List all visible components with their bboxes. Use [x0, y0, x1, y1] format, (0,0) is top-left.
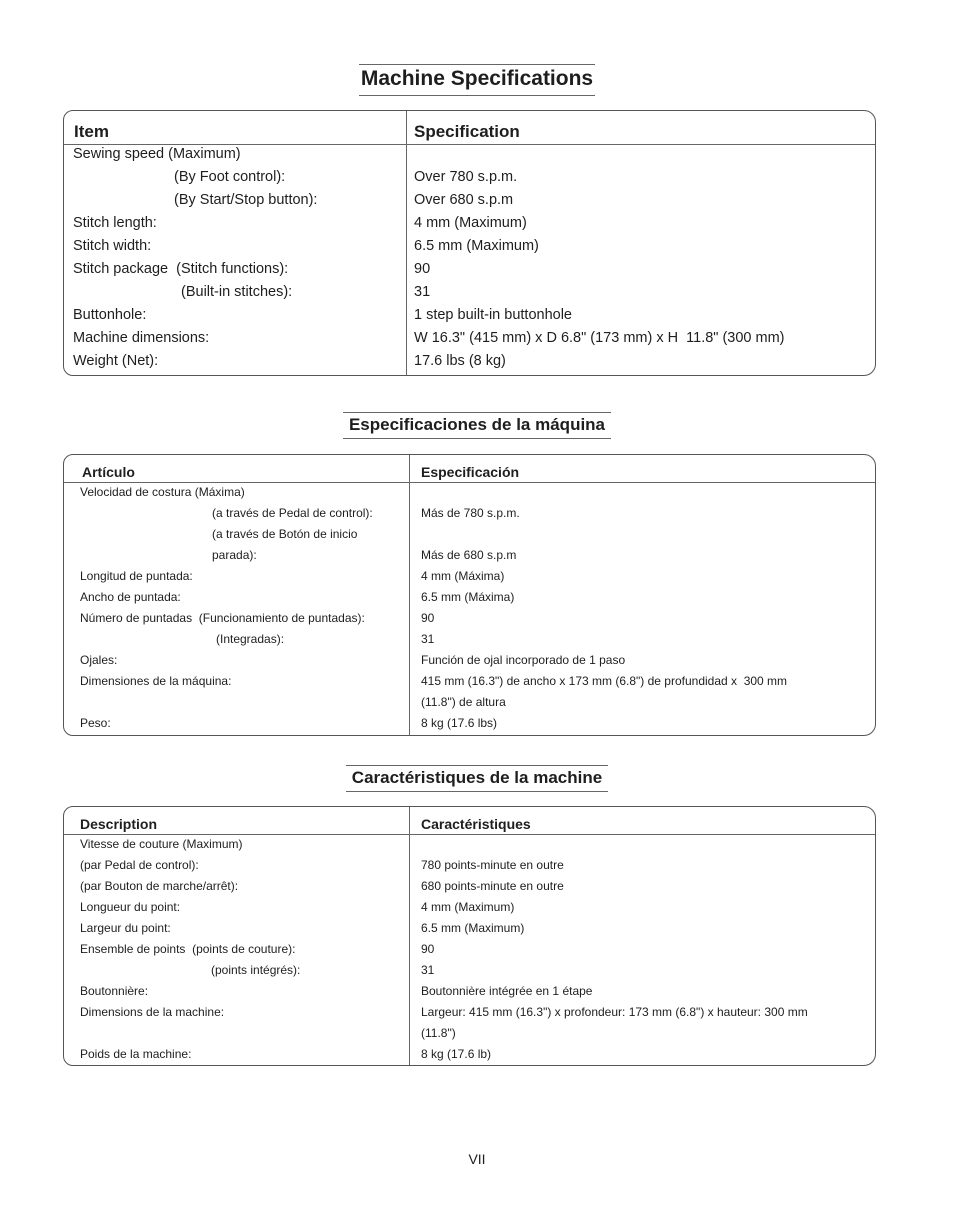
- row-item: (points intégrés):: [211, 963, 301, 977]
- table-row: [64, 855, 875, 876]
- row-spec: Largeur: 415 mm (16.3") x profondeur: 173 mm (6.8") x hauteur: 300 mm: [421, 1005, 808, 1019]
- header-spec: Especificación: [421, 464, 520, 480]
- row-spec: (11.8") de altura: [421, 695, 506, 709]
- row-item: Stitch package (Stitch functions):: [73, 261, 289, 277]
- table-row: [64, 1002, 875, 1023]
- section-title-es: [0, 412, 954, 439]
- row-item: (par Bouton de marche/arrêt):: [80, 879, 239, 893]
- row-item: (By Start/Stop button):: [174, 192, 318, 208]
- table-row: [64, 327, 875, 350]
- row-spec: 90: [414, 261, 431, 277]
- row-item: Peso:: [80, 716, 111, 730]
- table-row: [64, 166, 875, 189]
- row-spec: 4 mm (Maximum): [421, 900, 515, 914]
- table-row: [64, 212, 875, 235]
- row-item: Sewing speed (Maximum): [73, 146, 241, 162]
- title-text: Caractéristiques de la machine: [346, 765, 608, 792]
- table-row: [64, 897, 875, 918]
- row-item: Ancho de puntada:: [80, 590, 181, 604]
- table-header: [64, 111, 875, 145]
- row-item: Largeur du point:: [80, 921, 171, 935]
- row-spec: 415 mm (16.3") de ancho x 173 mm (6.8") de profundidad x 300 mm: [421, 674, 788, 688]
- table-row: [64, 258, 875, 281]
- table-row: [64, 143, 875, 166]
- row-item: Ojales:: [80, 653, 118, 667]
- row-item: Ensemble de points (points de couture):: [80, 942, 296, 956]
- table-row: [64, 1044, 875, 1065]
- header-spec: Specification: [414, 122, 520, 141]
- table-row: [64, 713, 875, 734]
- table-header: [64, 807, 875, 835]
- specs-table-es: [63, 454, 876, 736]
- table-row: [64, 304, 875, 327]
- row-spec: 8 kg (17.6 lbs): [421, 716, 498, 730]
- row-item: Boutonnière:: [80, 984, 149, 998]
- row-item: Dimensions de la machine:: [80, 1005, 225, 1019]
- row-item: Weight (Net):: [73, 353, 159, 369]
- row-spec: 680 points-minute en outre: [421, 879, 564, 893]
- table-row: [64, 566, 875, 587]
- row-item: Stitch length:: [73, 215, 157, 231]
- table-header: [64, 455, 875, 483]
- table-row: [64, 1023, 875, 1044]
- table-row: [64, 692, 875, 713]
- row-spec: Más de 780 s.p.m.: [421, 506, 520, 520]
- table-row: [64, 650, 875, 671]
- table-row: [64, 981, 875, 1002]
- table-row: [64, 876, 875, 897]
- title-text: Especificaciones de la máquina: [343, 412, 611, 439]
- row-spec: W 16.3" (415 mm) x D 6.8" (173 mm) x H 11.8" (300 mm): [414, 330, 785, 346]
- section-title-en: [0, 64, 954, 96]
- row-spec: 6.5 mm (Maximum): [421, 921, 525, 935]
- row-item: Stitch width:: [73, 238, 152, 254]
- table-row: [64, 960, 875, 981]
- row-spec: 780 points-minute en outre: [421, 858, 564, 872]
- row-item: (Integradas):: [216, 632, 285, 646]
- row-item: (a través de Pedal de control):: [212, 506, 373, 520]
- row-item: parada):: [212, 548, 257, 562]
- row-spec: 31: [421, 963, 435, 977]
- row-item: (By Foot control):: [174, 169, 286, 185]
- table-row: [64, 918, 875, 939]
- table-row: [64, 235, 875, 258]
- row-item: Número de puntadas (Funcionamiento de puntadas):: [80, 611, 365, 625]
- row-spec: 1 step built-in buttonhole: [414, 307, 572, 323]
- table-row: [64, 939, 875, 960]
- row-spec: 90: [421, 611, 435, 625]
- row-spec: 4 mm (Maximum): [414, 215, 527, 231]
- table-row: [64, 482, 875, 503]
- table-row: [64, 671, 875, 692]
- row-item: Buttonhole:: [73, 307, 147, 323]
- row-item: (a través de Botón de inicio: [212, 527, 358, 541]
- table-row: [64, 189, 875, 212]
- row-spec: (11.8"): [421, 1026, 456, 1040]
- row-spec: 6.5 mm (Máxima): [421, 590, 515, 604]
- row-spec: 4 mm (Máxima): [421, 569, 505, 583]
- row-spec: Más de 680 s.p.m: [421, 548, 517, 562]
- row-item: Velocidad de costura (Máxima): [80, 485, 245, 499]
- header-spec: Caractéristiques: [421, 816, 531, 832]
- header-item: Artículo: [82, 464, 135, 480]
- row-spec: Boutonnière intégrée en 1 étape: [421, 984, 593, 998]
- table-row: [64, 524, 875, 545]
- row-item: Longueur du point:: [80, 900, 181, 914]
- page-number: VII: [468, 1151, 486, 1167]
- table-row: [64, 587, 875, 608]
- table-row: [64, 834, 875, 855]
- table-row: [64, 608, 875, 629]
- table-row: [64, 281, 875, 304]
- table-row: [64, 350, 875, 373]
- row-spec: Over 780 s.p.m.: [414, 169, 518, 185]
- row-spec: 6.5 mm (Maximum): [414, 238, 539, 254]
- row-item: Dimensiones de la máquina:: [80, 674, 232, 688]
- row-spec: Función de ojal incorporado de 1 paso: [421, 653, 626, 667]
- header-item: Description: [80, 816, 158, 832]
- row-item: (par Pedal de control):: [80, 858, 199, 872]
- title-text: Machine Specifications: [359, 64, 595, 96]
- row-item: Poids de la machine:: [80, 1047, 192, 1061]
- row-item: Vitesse de couture (Maximum): [80, 837, 243, 851]
- row-item: Longitud de puntada:: [80, 569, 193, 583]
- row-spec: 31: [414, 284, 431, 300]
- section-title-fr: [0, 765, 954, 792]
- row-spec: 31: [421, 632, 435, 646]
- row-spec: 17.6 lbs (8 kg): [414, 353, 506, 369]
- row-spec: 90: [421, 942, 435, 956]
- table-row: [64, 629, 875, 650]
- row-spec: Over 680 s.p.m: [414, 192, 514, 208]
- row-item: Machine dimensions:: [73, 330, 210, 346]
- specs-table-en: [63, 110, 876, 376]
- row-spec: 8 kg (17.6 lb): [421, 1047, 492, 1061]
- row-item: (Built-in stitches):: [181, 284, 293, 300]
- table-row: [64, 545, 875, 566]
- specs-table-fr: [63, 806, 876, 1066]
- table-row: [64, 503, 875, 524]
- header-item: Item: [74, 122, 109, 141]
